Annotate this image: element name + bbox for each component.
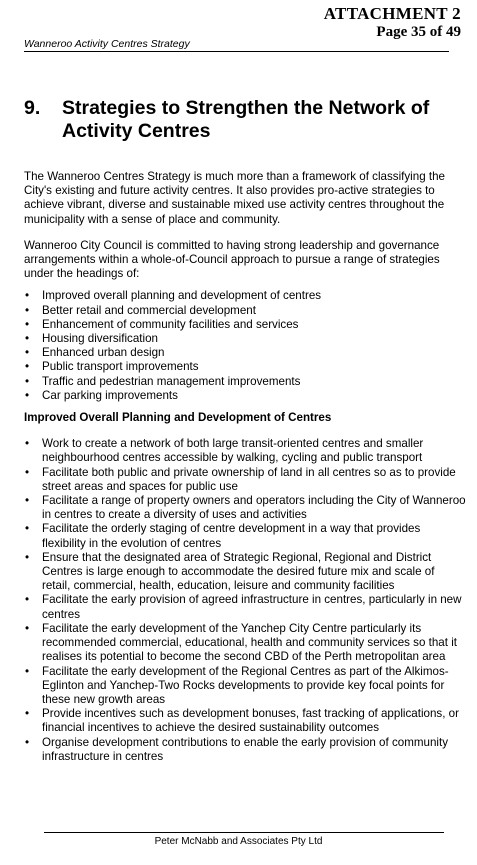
attachment-stamp xyxy=(324,4,461,42)
section-number: 9. xyxy=(24,97,41,119)
subsection-heading: Improved Overall Planning and Development of Centres xyxy=(24,411,332,425)
list-item: • Facilitate both public and private ownership of land in all centres so as to provide street areas and spaces for public use xyxy=(24,466,466,494)
list-item: • Enhanced urban design xyxy=(24,346,466,360)
list-item: • Facilitate the early development of the Yanchep City Centre particularly its recommended commercial, educational, health and community services so that it realises its potential to become the second CBD of the Perth metropolitan area xyxy=(24,622,466,665)
list-item: • Facilitate the early provision of agreed infrastructure in centres, particularly in new centres xyxy=(24,593,466,621)
list-item: • Ensure that the designated area of Strategic Regional, Regional and District Centres is large enough to accommodate the desired future mix and scale of retail, commercial, health, education, leisure and community facilities xyxy=(24,551,466,594)
list-item: • Facilitate the orderly staging of centre development in a way that provides flexibility in the evolution of centres xyxy=(24,522,466,550)
list-item: • Facilitate the early development of the Regional Centres as part of the Alkimos-Eglinton and Yanchep-Two Rocks developments to provide key focal points for these new growth areas xyxy=(24,665,466,708)
document-title: Wanneroo Activity Centres Strategy xyxy=(24,38,449,52)
footer-divider xyxy=(44,832,444,833)
footer-text: Peter McNabb and Associates Pty Ltd xyxy=(154,836,323,847)
section-heading xyxy=(24,97,464,143)
section-title: Strategies to Strengthen the Network of Activity Centres xyxy=(62,97,430,142)
list-item: • Public transport improvements xyxy=(24,360,466,374)
page-number: Page 35 of 49 xyxy=(376,24,461,40)
list-item: • Better retail and commercial development xyxy=(24,304,466,318)
list-item: • Work to create a network of both large transit-oriented centres and smaller neighbourhood centres accessible by walking, cycling and public transport xyxy=(24,437,466,465)
list-item: • Car parking improvements xyxy=(24,389,466,403)
paragraph: Wanneroo City Council is committed to having strong leadership and governance arrangements within a whole-of-Council approach to pursue a range of strategies under the headings of: xyxy=(24,238,440,281)
page-content xyxy=(24,170,466,764)
list-item: • Housing diversification xyxy=(24,332,466,346)
list-item: • Organise development contributions to enable the early provision of community infrastructure in centres xyxy=(24,736,466,764)
list-item: • Provide incentives such as development bonuses, fast tracking of applications, or financial incentives to achieve the desired sustainability outcomes xyxy=(24,707,466,735)
planning-strategies-list xyxy=(24,437,466,764)
paragraph: The Wanneroo Centres Strategy is much more than a framework of classifying the City's existing and future activity centres. It also provides pro-active strategies to achieve vibrant, diverse and sustainable mixed use activity centres throughout the municipality with a sense of place and community. xyxy=(24,170,445,226)
attachment-label: ATTACHMENT 2 xyxy=(323,4,461,23)
list-item: • Facilitate a range of property owners and operators including the City of Wanneroo in centres to create a diversity of uses and activities xyxy=(24,494,466,522)
list-item: • Enhancement of community facilities and services xyxy=(24,318,466,332)
strategy-headings-list xyxy=(24,289,466,403)
list-item: • Improved overall planning and development of centres xyxy=(24,289,466,303)
list-item: • Traffic and pedestrian management improvements xyxy=(24,375,466,389)
